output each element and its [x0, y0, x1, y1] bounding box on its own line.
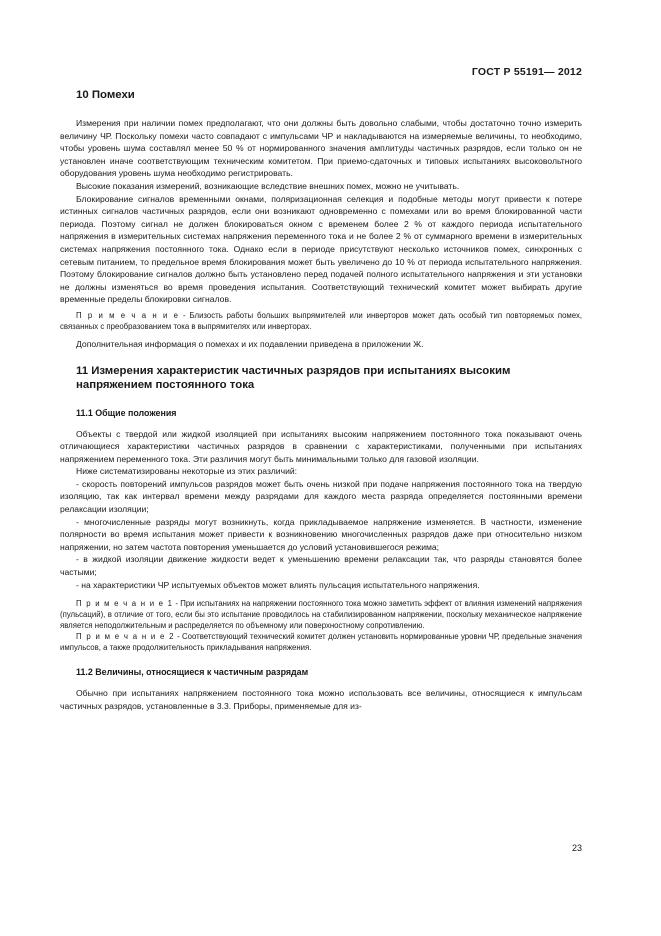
- subsection-11-1-note-1: [60, 598, 582, 631]
- note-2-text: - Соответствующий технический комитет должен установить нормированные уровни ЧР, предельные значения импульсов, а также продолжительность прикладывания напряжения.: [60, 632, 582, 653]
- subsection-11-1-list-item-1: - скорость повторений импульсов разрядов может быть очень низкой при подаче напряжения постоянного тока на твердую изоляцию, так как интервал времени между разрядами для каждого места разряда определяется постоянными времени релаксации изоляции;: [60, 478, 582, 515]
- subsection-11-1-list-item-4: - на характеристики ЧР испытуемых объектов может влиять пульсация испытательного напряжения.: [76, 579, 480, 590]
- subsection-11-1-note-2: [60, 631, 582, 653]
- subsection-11-2-title: 11.2 Величины, относящиеся к частичным разрядам: [76, 667, 309, 678]
- subsection-11-1-list-item-3: - в жидкой изоляции движение жидкости ведет к уменьшению времени релаксации так, что разряды становятся более частыми;: [60, 554, 582, 578]
- subsection-11-1-title: 11.1 Общие положения: [76, 407, 177, 418]
- section-10-paragraph-2: Высокие показания измерений, возникающие вследствие внешних помех, можно не учитывать.: [76, 180, 460, 191]
- subsection-11-2-paragraph: Обычно при испытаниях напряжением постоянного тока можно использовать все величины, относящиеся к импульсам частичных разрядов, установленные в 3.3. Приборы, применяемые для из-: [60, 688, 582, 711]
- section-10-note: [60, 310, 582, 332]
- subsection-11-1-paragraph-2: Ниже систематизированы некоторые из этих различий:: [76, 466, 298, 477]
- note-label: П р и м е ч а н и е: [76, 310, 180, 320]
- section-10-title: 10 Помехи: [76, 89, 135, 101]
- note-2-label: П р и м е ч а н и е 2: [76, 632, 175, 642]
- note-text: - Близость работы больших выпрямителей или инверторов может дать особый тип повторяемых помех, связанных с преобразованием тока в выпрямителях или инверторах.: [60, 310, 583, 331]
- section-11-title: 11 Измерения характеристик частичных разрядов при испытаниях высоким напряжением постоянного тока: [76, 364, 511, 391]
- subsection-11-1-list-item-2: - многочисленные разряды могут возникнуть, когда прикладываемое напряжение изменяется. В частности, изменение полярности во время испытания может привести к возникновению многочисленных разрядов даже при относительно низком напряжении, но затем частота повторения уменьшается до условий установившегося режима;: [60, 516, 582, 552]
- subsection-11-1-paragraph-1: Объекты с твердой или жидкой изоляцией при испытаниях высоким напряжением постоянного тока показывают очень отличающиеся характеристики частичных разрядов в сравнении с характеристиками, полученными при испытаниях напряжением переменного тока. Эти различия могут быть минимальными только для газовой изоляции.: [60, 428, 582, 464]
- page-content: [60, 88, 582, 712]
- standard-header: ГОСТ Р 55191— 2012: [471, 66, 582, 78]
- note-1-label: П р и м е ч а н и е 1: [76, 599, 174, 609]
- annex-reference: Дополнительная информация о помехах и их подавлении приведена в приложении Ж.: [76, 338, 424, 349]
- section-10-paragraph-1: Измерения при наличии помех предполагают, что они должны быть довольно слабыми, чтобы достаточно точно измерить величину ЧР. Поскольку помехи часто совпадают с импульсами ЧР и накладываются на измеряемые величины, то необходимо, чтобы уровень шума составлял менее 50 % от нормированного значения амплитуды частичных разрядов, если только он не установлен иначе соответствующим техническим комитетом. При приемо-сдаточных и типовых испытаниях высоковольтного оборудования уровень шума необходимо регистрировать.: [60, 118, 582, 179]
- page-number: 23: [571, 843, 582, 853]
- section-10-paragraph-3: Блокирование сигналов временными окнами, поляризационная селекция и подобные методы могут привести к потере истинных сигналов частичных разрядов, если они возникают одновременно с помехами или во время блокированной части периода. Поэтому сигнал не должен блокироваться окном с временем более 2 % от каждого периода испытательного напряжения в измерительных системах напряжения переменного тока и не более 2 % от суммарного времени в измерительных системах напряжения постоянного тока. Однако если в периоде присутствуют несколько источников помех, синхронных с сетевым питанием, то предельное время блокирования может быть увеличено до 10 % от периода испытательного напряжения. Поэтому блокирование сигналов должно быть установлено перед подачей полного испытательного напряжения и эти установки не должны изменяться во время проведения испытания. Соответствующий технический комитет может выбирать другие временные пределы блокировки сигналов.: [60, 193, 582, 305]
- note-1-text: - При испытаниях на напряжении постоянного тока можно заметить эффект от влияния изменений напряжения (пульсаций), в отличие от того, если бы это испытание проводилось на стабилизированном напряжении, поскольку механическое напряжение является неподолжительным и распределяется по объемному или поверхностному сопротивлению.: [60, 599, 582, 631]
